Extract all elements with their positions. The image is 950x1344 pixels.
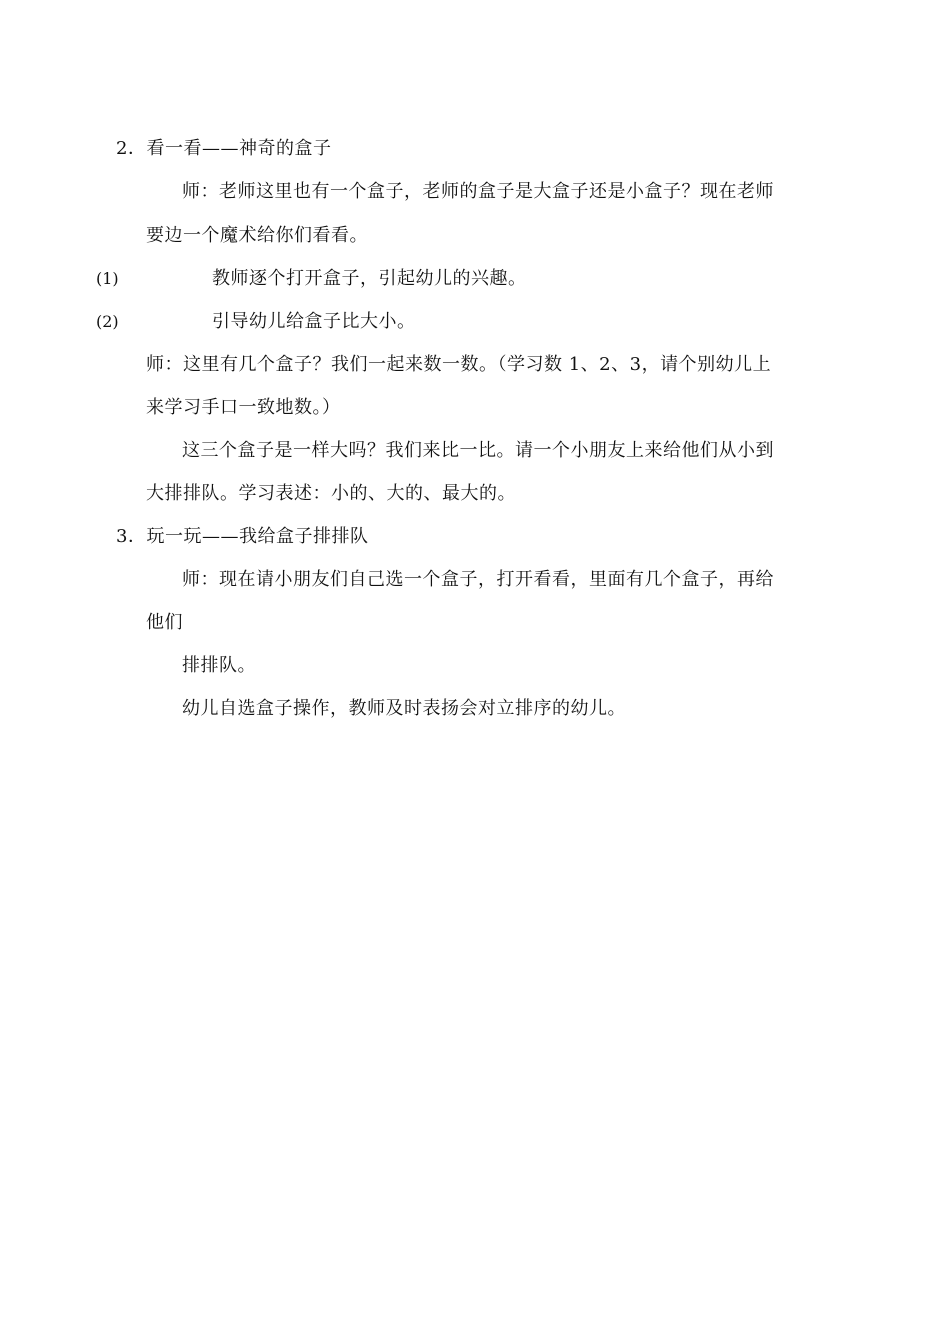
paragraph-line: 这三个盒子是一样大吗？我们来比一比。请一个小朋友上来给他们从小到 [182,440,774,461]
paragraph-line: 幼儿自选盒子操作，教师及时表扬会对立排序的幼儿。 [182,698,626,719]
list-item-number: (1) [96,269,119,288]
list-item-text: 教师逐个打开盒子，引起幼儿的兴趣。 [212,268,527,289]
paragraph-line: 大排排队。学习表述：小的、大的、最大的。 [146,483,516,504]
list-item-text: 引导幼儿给盒子比大小。 [212,311,416,332]
paragraph-line: 师：现在请小朋友们自己选一个盒子，打开看看，里面有几个盒子，再给 [182,569,774,590]
paragraph-line: 要边一个魔术给你们看看。 [146,225,368,246]
section-2-heading: 2．看一看——神奇的盒子 [116,138,332,159]
paragraph-line: 他们 [146,612,183,633]
paragraph-line: 师：老师这里也有一个盒子，老师的盒子是大盒子还是小盒子？现在老师 [182,181,774,202]
section-3-heading: 3．玩一玩——我给盒子排排队 [116,526,369,547]
paragraph-line: 来学习手口一致地数。） [146,397,341,418]
paragraph-line: 排排队。 [182,655,256,676]
list-item-number: (2) [96,312,119,331]
paragraph-line: 师：这里有几个盒子？我们一起来数一数。（学习数 1、2、3，请个别幼儿上 [146,354,772,375]
